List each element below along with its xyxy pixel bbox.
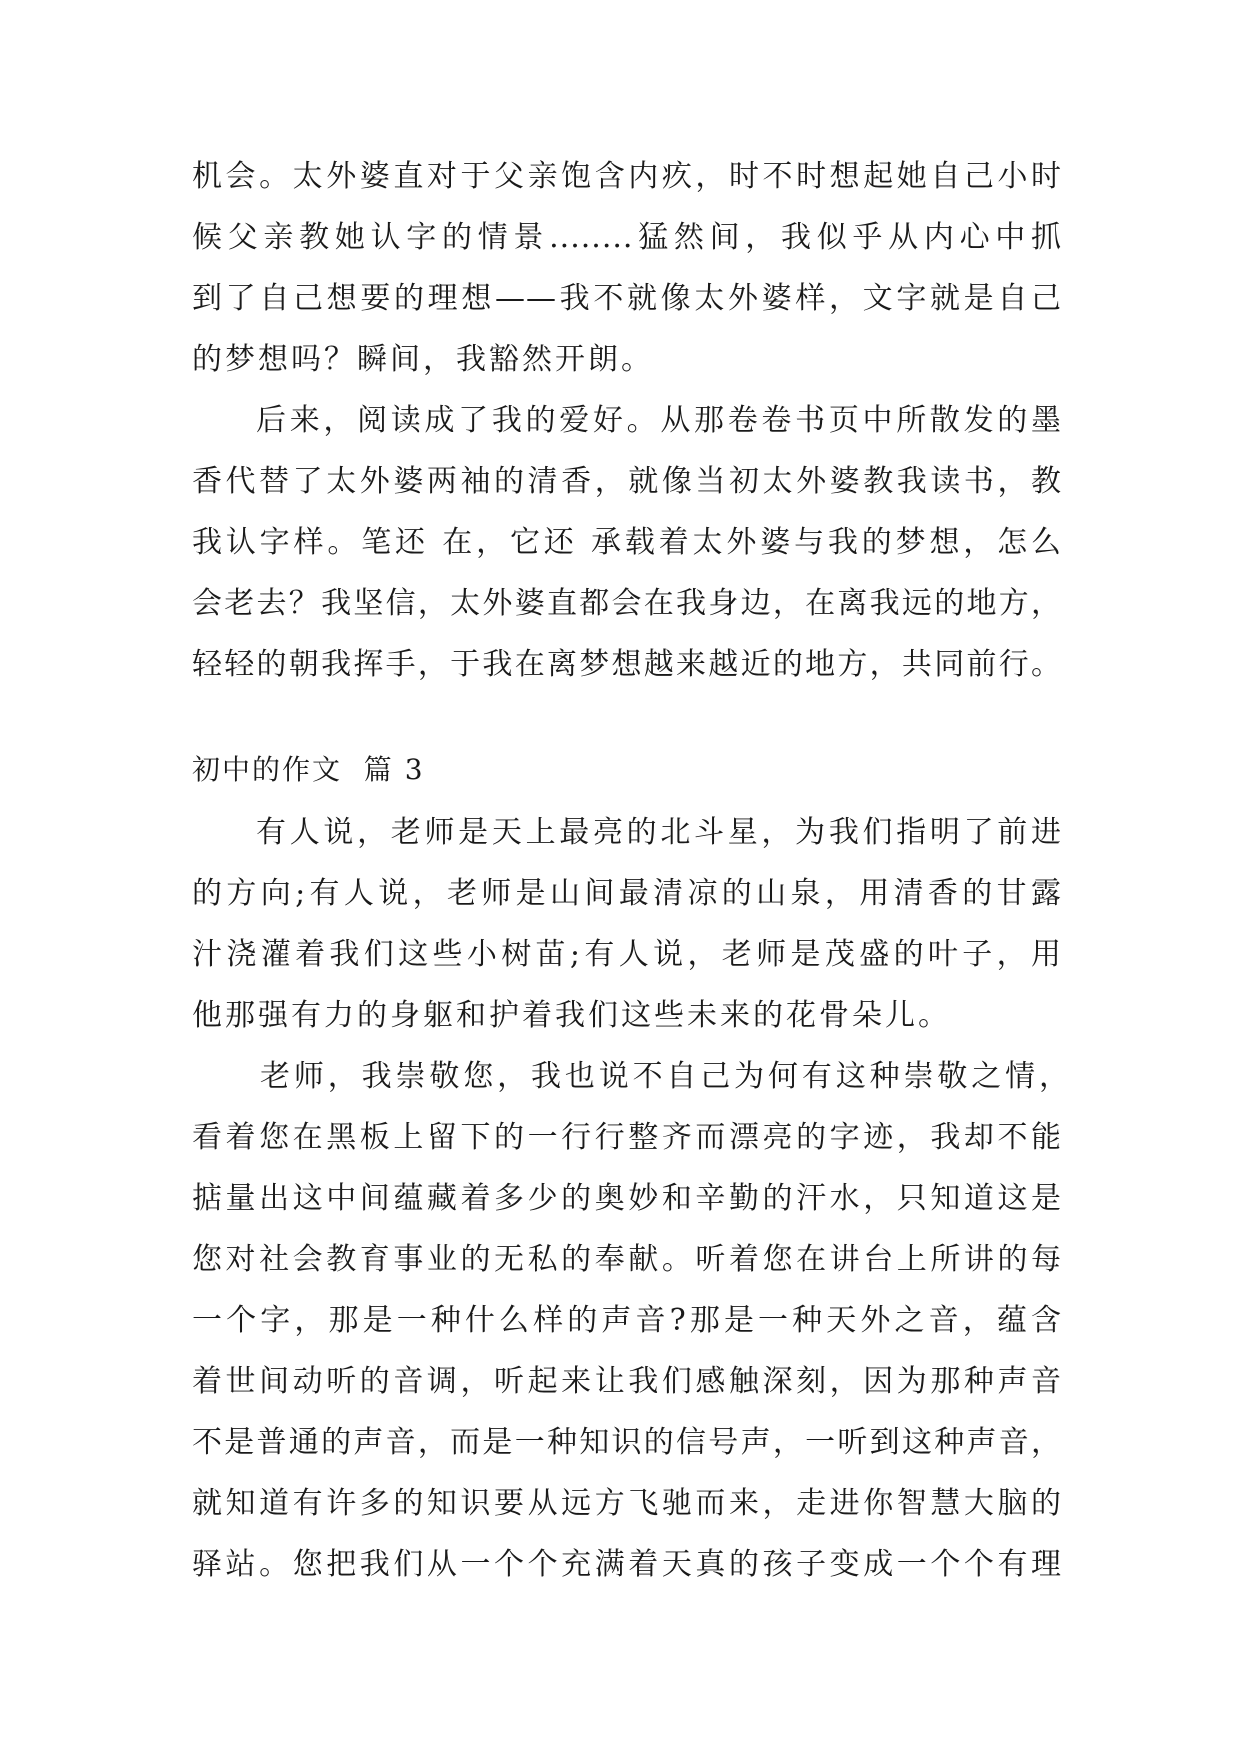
text-line: 我认字样。笔还 在，它还 承载着太外婆与我的梦想，怎么: [192, 525, 1062, 560]
text-line: 后来，阅读成了我的爱好。从那卷卷书页中所散发的墨: [256, 403, 1062, 438]
text-line: 有人说，老师是天上最亮的北斗星，为我们指明了前进: [256, 815, 1062, 850]
text-line: 就知道有许多的知识要从远方飞驰而来，走进你智慧大脑的: [192, 1486, 1062, 1521]
text-line: 一个字，那是一种什么样的声音?那是一种天外之音，蕴含: [192, 1303, 1062, 1338]
text-line: 不是普通的声音，而是一种知识的信号声，一听到这种声音，: [192, 1425, 1062, 1460]
text-line: 机会。太外婆直对于父亲饱含内疚，时不时想起她自己小时: [192, 159, 1062, 194]
text-line: 您对社会教育事业的无私的奉献。听着您在讲台上所讲的每: [192, 1242, 1062, 1277]
text-line: 掂量出这中间蕴藏着多少的奥妙和辛勤的汗水，只知道这是: [192, 1181, 1062, 1216]
text-line: 老师，我崇敬您，我也说不自己为何有这种崇敬之情，: [260, 1059, 1070, 1094]
text-line: 会老去？我坚信，太外婆直都会在我身边，在离我远的地方，: [192, 586, 1062, 621]
text-line: 候父亲教她认字的情景........猛然间，我似乎从内心中抓: [192, 220, 1062, 255]
text-line: 驿站。您把我们从一个个充满着天真的孩子变成一个个有理: [192, 1547, 1062, 1582]
text-line: 汁浇灌着我们这些小树苗;有人说，老师是茂盛的叶子，用: [192, 937, 1062, 972]
text-line: 轻轻的朝我挥手，于我在离梦想越来越近的地方，共同前行。: [192, 647, 1062, 682]
text-line: 他那强有力的身躯和护着我们这些未来的花骨朵儿。: [192, 998, 951, 1033]
text-line: 看着您在黑板上留下的一行行整齐而漂亮的字迹，我却不能: [192, 1120, 1062, 1155]
section-heading: 初中的作文 篇 3: [192, 753, 425, 786]
text-line: 到了自己想要的理想——我不就像太外婆样，文字就是自己: [192, 281, 1062, 316]
text-line: 的方向;有人说，老师是山间最清凉的山泉，用清香的甘露: [192, 876, 1062, 911]
text-line: 着世间动听的音调，听起来让我们感触深刻，因为那种声音: [192, 1364, 1062, 1399]
text-line: 的梦想吗？瞬间，我豁然开朗。: [192, 342, 654, 377]
text-line: 香代替了太外婆两袖的清香，就像当初太外婆教我读书，教: [192, 464, 1062, 499]
